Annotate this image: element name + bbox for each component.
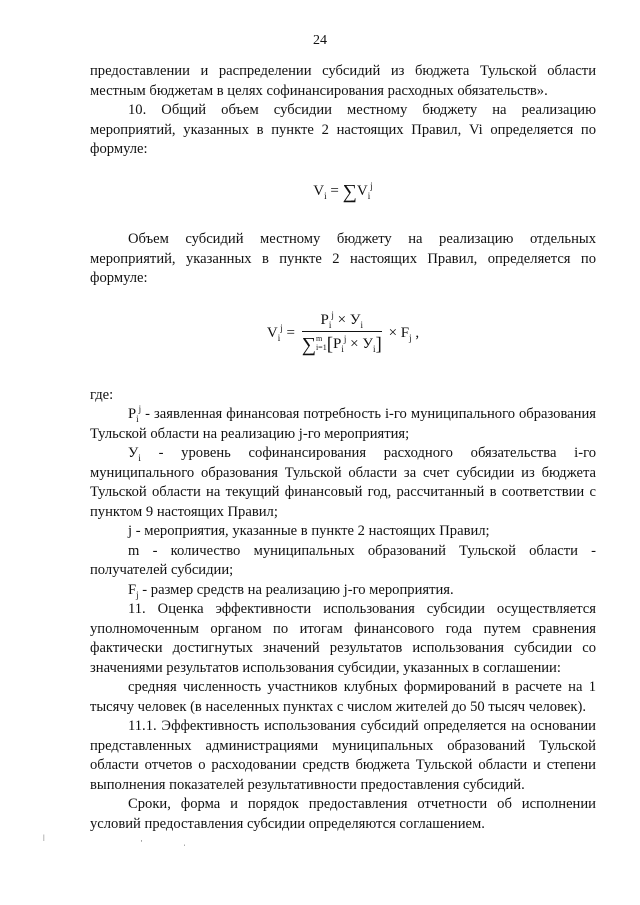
- definition-f: $F_j$ - размер средств на реализацию j-го мероприятия.: [128, 581, 454, 600]
- paragraph-11: 11. Оценка эффективности использования субсидии осуществляется уполномоченным органом по итогам финансового года путем сравнения фактически достигнутых значений результатов использования субсидии со значениями результатов использования субсидии, указанных в соглашении:: [90, 601, 596, 676]
- scan-speck: ǀ: [43, 833, 45, 843]
- formula-total-subsidy: $V_i = \sum V_i^j$: [313, 180, 373, 203]
- definition-p: $P_i^j$ - заявленная финансовая потребность i-го муниципального образования Тульской области на реализацию j-го мероприятия;: [90, 404, 596, 442]
- definition-y: $У_i$ - уровень софинансирования расходного обязательства i-го муниципального образования Тульской области за счет субсидии из бюджета Тульской области на текущий финансовый год, рассчитанный в соответствии с пунктом 9 настоящих Правил;: [90, 445, 596, 520]
- definition-m: m - количество муниципальных образований Тульской области - получателей субсидии;: [90, 542, 596, 578]
- document-body: [90, 62, 596, 834]
- scan-speck: ˌ: [183, 836, 186, 846]
- paragraph-11-1: 11.1. Эффективность использования субсидий определяется на основании представленных администрациями муниципальных образований Тульской области отчетов о расходовании средств бюджета Тульской области и степени выполнения показателей результативности предоставления субсидий.: [90, 718, 596, 793]
- paragraph-subsidy-volume: Объем субсидий местному бюджету на реализацию отдельных мероприятий, указанных в пункте 2 настоящих Правил, определяется по формуле:: [90, 231, 596, 286]
- paragraph-10: 10. Общий объем субсидии местному бюджету на реализацию мероприятий, указанных в пункте 2 настоящих Правил, Vi определяется по формуле:: [90, 102, 596, 157]
- paragraph-intro: предоставлении и распределении субсидий из бюджета Тульской области местным бюджетам в целях софинансирования расходных обязательств».: [90, 63, 596, 99]
- page-number: 24: [313, 33, 327, 48]
- paragraph-reporting: Сроки, форма и порядок предоставления отчетности об исполнении условий предоставления субсидии определяются соглашением.: [90, 796, 596, 832]
- paragraph-11-indicator: средняя численность участников клубных формирований в расчете на 1 тысячу человек (в населенных пунктах с числом жителей до 50 тысяч человек).: [90, 679, 596, 715]
- scan-speck: ·: [140, 836, 143, 846]
- definition-j: j - мероприятия, указанные в пункте 2 настоящих Правил;: [128, 523, 490, 539]
- where-label: где:: [90, 386, 114, 403]
- formula-subsidy-volume: $V_i^j$ = $P_i^j \times У_i$ ∑m $i=1[P_i^j \times У_i]$ × $F_j$ ,: [266, 309, 420, 356]
